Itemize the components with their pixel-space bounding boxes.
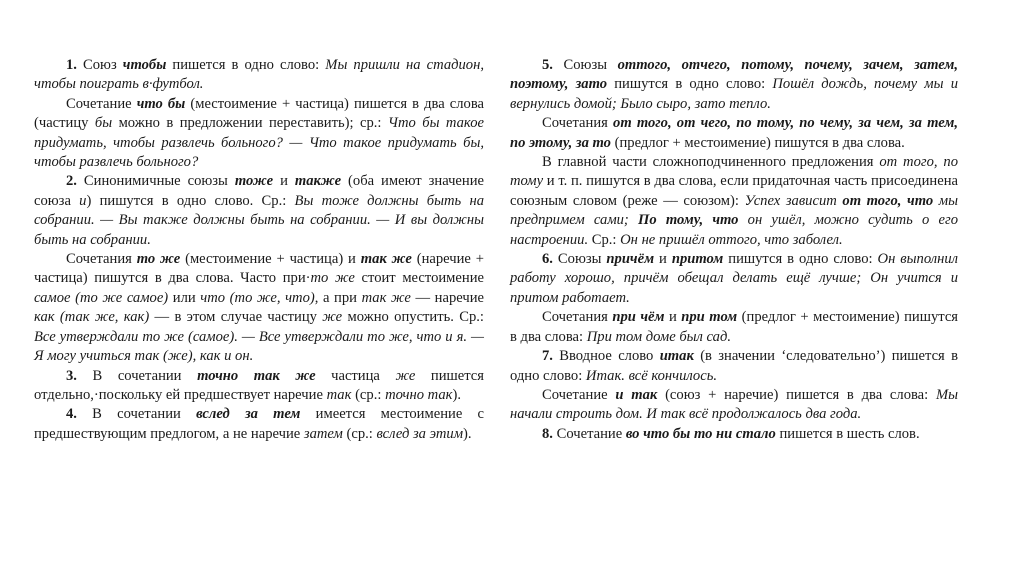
term: от того, что: [842, 192, 934, 209]
rule-number: 2.: [66, 173, 77, 190]
term: при том: [681, 309, 738, 326]
rule-number: 7.: [542, 348, 553, 365]
rule-7-combination-paragraph: [510, 386, 958, 425]
text-run: или: [168, 289, 201, 306]
term: По тому, что: [638, 212, 739, 229]
text-run: Сочетания: [66, 251, 137, 268]
text-run: и: [664, 309, 682, 326]
term: итак: [659, 348, 694, 365]
text-run: и т. п. пишутся в два слова, если придаточная часть присоединена союзным словом (реже — союзом):: [510, 173, 958, 209]
term: чтобы: [122, 57, 167, 73]
text-run: Синонимичные союзы: [76, 173, 235, 190]
text-run: (местоимение + частица) пишется в два слова (частицу: [34, 95, 485, 132]
term: то же: [136, 251, 181, 268]
example: Что бы такое придумать, чтобы развлечь больного? — Что такое придумать бы, чтобы развлечь больного?: [34, 115, 484, 171]
example: Мы пришли на стадион, чтобы поиграть в·футбол.: [34, 57, 484, 93]
example: Он выполнил работу хорошо, причём обещал делать ещё лучше; Он учится и притом работает.: [510, 251, 959, 306]
rule-number: 1.: [66, 57, 77, 73]
text-run: (местоимение + частица) и: [180, 251, 361, 268]
term: во что бы то ни стало: [625, 425, 776, 442]
text-run: В сочетании: [76, 406, 197, 423]
text-run: и: [654, 251, 672, 268]
text-run: (предлог + местоимение) пишутся в два слова:: [510, 309, 959, 345]
term-italic: затем: [303, 425, 343, 442]
rule-number: 8.: [542, 425, 553, 442]
example: Успех зависит: [744, 192, 843, 209]
term: причём: [606, 251, 655, 268]
left-column: [34, 56, 484, 444]
term: вслед за тем: [196, 406, 301, 423]
term-italic: самое (то же самое): [34, 289, 169, 306]
term: также: [294, 173, 342, 190]
term-italic: бы: [94, 115, 113, 132]
example: вслед за этим: [376, 425, 464, 442]
text-run: пишутся в одно слово:: [607, 76, 773, 93]
term-italic: же: [395, 367, 416, 384]
example: Вы тоже должны быть на собрании. — Вы также должны быть на собрании. — И вы должны быть на собрании.: [34, 192, 484, 248]
rule-5-paragraph: [510, 56, 958, 114]
text-run: (ср.:: [342, 425, 377, 442]
text-run: Союз: [76, 57, 123, 73]
text-run: Сочетания: [542, 115, 614, 132]
text-run: частица: [315, 367, 396, 384]
term-italic: же: [322, 309, 343, 326]
term-italic: так же: [361, 289, 411, 306]
example: он ушёл, можно судить о его настроении.: [510, 212, 958, 248]
rule-7-paragraph: [510, 347, 958, 386]
text-run: можно опустить. Ср.:: [342, 309, 484, 326]
example: При том доме был сад.: [586, 328, 731, 345]
text-run: и: [273, 173, 295, 190]
example: Он не пришёл оттого, что заболел.: [620, 231, 843, 248]
text-run: можно в предложении переставить); ср.:: [112, 115, 388, 132]
text-run: ).: [452, 386, 462, 403]
text-run: ).: [463, 425, 472, 442]
rule-6-combination-paragraph: [510, 308, 958, 347]
text-run: В сочетании: [76, 367, 198, 384]
example: Пошёл дождь, почему мы и вернулись домой; Было сыро, зато тепло.: [510, 76, 958, 112]
text-run: пишется отдельно,·поскольку ей предшествует наречие: [34, 367, 484, 403]
text-run: пишется в шесть слов.: [775, 425, 920, 442]
text-run: Вводное слово: [552, 348, 660, 365]
text-run: — в этом случае частицу: [149, 309, 323, 326]
term-italic: что (то же, что): [200, 289, 315, 306]
text-run: Союзы: [552, 57, 618, 73]
text-run: — наречие: [410, 289, 484, 306]
rule-8-paragraph: [510, 425, 958, 444]
text-run: имеется местоимение с предшествующим предлогом, а не наречие: [34, 406, 485, 442]
rule-1-paragraph: [34, 56, 484, 95]
rule-number: 5.: [542, 57, 553, 73]
term: тоже: [234, 173, 274, 190]
text-run: Сочетание: [552, 425, 626, 442]
text-run: Ср.:: [588, 231, 621, 248]
text-run: (союз + наречие) пишется в два слова:: [657, 386, 936, 403]
example: Мы начали строить дом. И так всё продолжалось два года.: [510, 386, 959, 423]
rule-3-paragraph: [34, 367, 484, 406]
text-run: Сочетания: [542, 309, 613, 326]
term-italic: от того, по тому: [510, 154, 958, 190]
right-column: [510, 56, 958, 444]
term: и так: [615, 386, 658, 403]
rule-4-paragraph: [34, 405, 484, 444]
rule-number: 4.: [66, 406, 77, 423]
text-run: Сочетание: [542, 386, 616, 403]
text-run: (предлог + местоимение) пишутся в два слова.: [610, 134, 905, 151]
rule-1-combination-paragraph: [34, 95, 484, 173]
rule-5-main-clause-paragraph: [510, 153, 958, 250]
example: мы предпримем сами;: [510, 192, 958, 229]
term-italic: так: [326, 386, 352, 403]
term-italic: как (так же, как): [34, 309, 150, 326]
example: Итак. всё кончилось.: [585, 367, 718, 384]
term: точно так же: [197, 367, 316, 384]
term: оттого, отчего, потому, почему, зачем, затем, поэтому, зато: [510, 57, 958, 93]
text-run: ) пишутся в одно слово. Ср.:: [86, 192, 295, 209]
term-italic: то же: [310, 270, 355, 287]
rule-5-combination-paragraph: [510, 114, 958, 153]
rule-2-paragraph: [34, 172, 484, 250]
text-run: В главной части сложноподчиненного предложения: [542, 154, 880, 171]
text-run: (наречие + частица) пишутся в два слова. Часто при·: [34, 251, 484, 287]
term: при чём: [612, 309, 665, 326]
example: точно так: [385, 386, 453, 403]
text-run: (в значении ‘следовательно’) пишется в одно слово:: [510, 348, 958, 384]
text-run: стоит местоимение: [354, 270, 484, 287]
term: притом: [671, 251, 724, 268]
text-run: , а при: [314, 289, 362, 306]
term: что бы: [136, 95, 186, 112]
rule-number: 3.: [66, 367, 77, 384]
term: от того, от чего, по тому, по чему, за чем, за тем, по этому, за то: [510, 115, 959, 151]
text-run: Союзы: [552, 251, 607, 268]
text-run: пишутся в одно слово:: [723, 251, 878, 268]
rule-number: 6.: [542, 251, 553, 268]
example: Все утверждали то же (самое). — Все утверждали то же, что и я. — Я могу учиться так (же), как и он.: [34, 328, 484, 365]
text-run: (ср.:: [351, 386, 386, 403]
text-run: Сочетание: [66, 95, 137, 112]
term: так же: [360, 251, 412, 268]
text-run: (оба имеют значение союза: [34, 173, 485, 209]
text-run: пишется в одно слово:: [166, 57, 326, 73]
rule-2-combination-paragraph: [34, 250, 484, 366]
rule-6-paragraph: [510, 250, 958, 308]
term-italic: и: [79, 192, 87, 209]
